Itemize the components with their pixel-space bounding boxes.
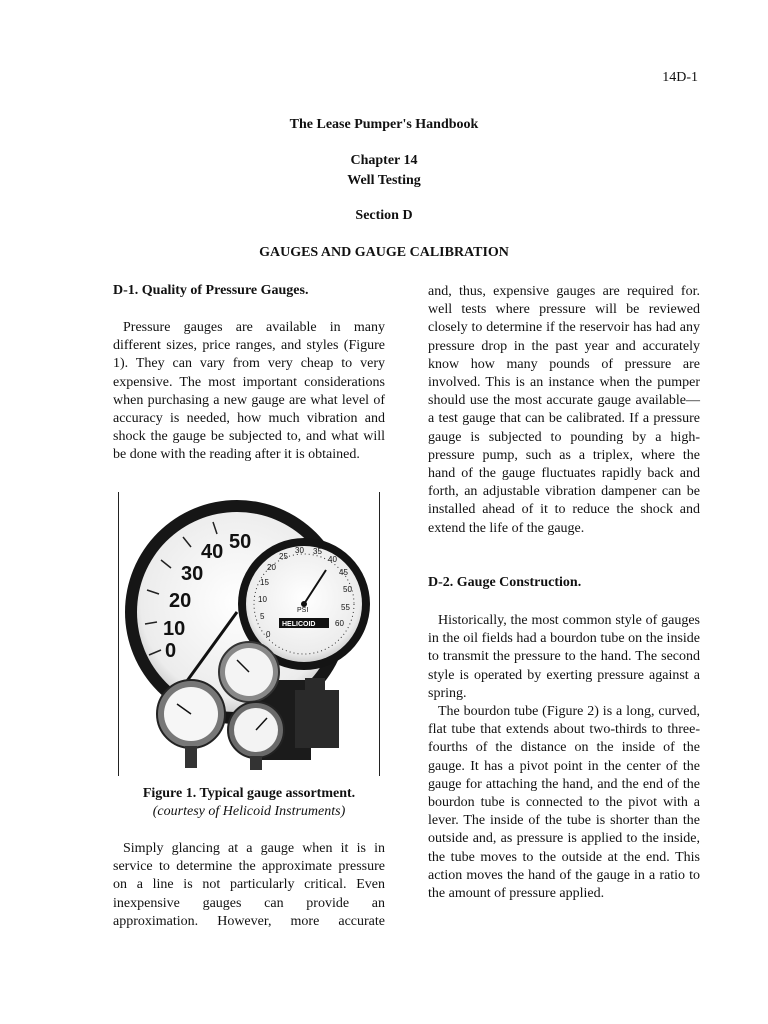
figure-1-caption-title: Figure 1. Typical gauge assortment. (142, 786, 356, 801)
svg-text:10: 10 (258, 595, 267, 604)
figure-gauge-assortment (118, 492, 380, 776)
chapter-number: Chapter 14 (350, 153, 418, 168)
small-gauge-2-stem (185, 746, 197, 768)
svg-text:15: 15 (260, 578, 269, 587)
section-label: Section D (355, 208, 413, 223)
paragraph-expensive-gauges: and, thus, expensive gauges are required for. well tests where pressure will be reviewed closely to determine if the reservoir has had any pressure drop in the past year and accurately know how many pounds of pressure are involved. This is an instance when the pumper should use the most accurate gauge available—a test gauge that can be calibrated. If a pressure gauge is subjected to pounding by a high-pressure pump, such as a triplex, where the hand of the gauge fluctuates rapidly back and forth, an adjustable vibration dampener can be installed ahead of it to reduce the shock and extend the life of the gauge. (428, 284, 700, 536)
right-column-text-2 (428, 612, 700, 903)
chapter-title: Well Testing (347, 173, 421, 188)
large-gauge-mark-10: 10 (163, 618, 186, 640)
gauge-fitting (295, 690, 339, 748)
section-title: GAUGES AND GAUGE CALIBRATION (259, 245, 509, 260)
svg-text:30: 30 (295, 546, 304, 555)
gauge-fitting-neck (305, 678, 325, 694)
front-gauge-unit: PSI (297, 607, 309, 614)
large-gauge-mark-0: 0 (165, 640, 177, 662)
gauge-photo-illustration (119, 492, 379, 776)
svg-text:60: 60 (335, 619, 344, 628)
book-title: The Lease Pumper's Handbook (289, 117, 479, 132)
figure-1-caption (113, 785, 385, 821)
right-column-text-1 (428, 283, 700, 538)
large-gauge-mark-50: 50 (229, 531, 252, 553)
svg-text:50: 50 (343, 585, 352, 594)
page-number: 14D-1 (662, 70, 698, 85)
heading-quality-of-gauges: D-1. Quality of Pressure Gauges. (113, 283, 309, 298)
svg-text:25: 25 (279, 552, 288, 561)
svg-text:20: 20 (267, 563, 276, 572)
paragraph-bourdon-tube: The bourdon tube (Figure 2) is a long, curved, flat tube that extends about two-thirds to three-fourths of the distance on the inside of the gauge. It has a pivot point in the center of the gauge for attaching the hand, and the end of the bourdon tube is connected to the pivot with a lever. The inside of the tube is shorter than the outside and, as pressure is applied to the inside, the tube moves to the outside at the end. This action moves the hand of the gauge in a ratio to the amount of pressure applied. (428, 704, 700, 902)
svg-text:40: 40 (328, 555, 337, 564)
large-gauge-mark-30: 30 (181, 563, 204, 585)
figure-1-caption-credit: (courtesy of Helicoid Instruments) (152, 804, 346, 819)
front-gauge-pivot (301, 601, 307, 607)
large-gauge-mark-20: 20 (169, 590, 192, 612)
svg-text:35: 35 (313, 547, 322, 556)
paragraph-historically: Historically, the most common style of gauges in the oil fields had a bourdon tube on the inside to transmit the pressure to the hand. The second style is operated by exerting pressure against a spring. (428, 613, 700, 701)
paragraph-quality: Pressure gauges are available in many different sizes, price ranges, and styles (Figure 1). They can vary from very cheap to very expensive. The most important considerations when purchasing a new gauge are what level of accuracy is needed, how much vibration and shock the gauge be subjected to, and what will be done with the reading after it is obtained. (113, 320, 385, 463)
paragraph-glancing: Simply glancing at a gauge when it is in service to determine the approximate pressure on a line is not particularly critical. Even inexpensive gauges can provide an approximation. However, more accurate (113, 841, 385, 929)
svg-text:55: 55 (341, 603, 350, 612)
left-column-text-2 (113, 840, 385, 931)
large-gauge-mark-40: 40 (201, 541, 224, 563)
svg-text:45: 45 (339, 568, 348, 577)
front-gauge-brand: HELICOID (282, 621, 316, 628)
heading-gauge-construction: D-2. Gauge Construction. (428, 575, 582, 590)
small-gauge-3-stem (250, 756, 262, 770)
left-column-text-1 (113, 319, 385, 465)
svg-text:0: 0 (266, 630, 271, 639)
svg-text:5: 5 (260, 612, 265, 621)
